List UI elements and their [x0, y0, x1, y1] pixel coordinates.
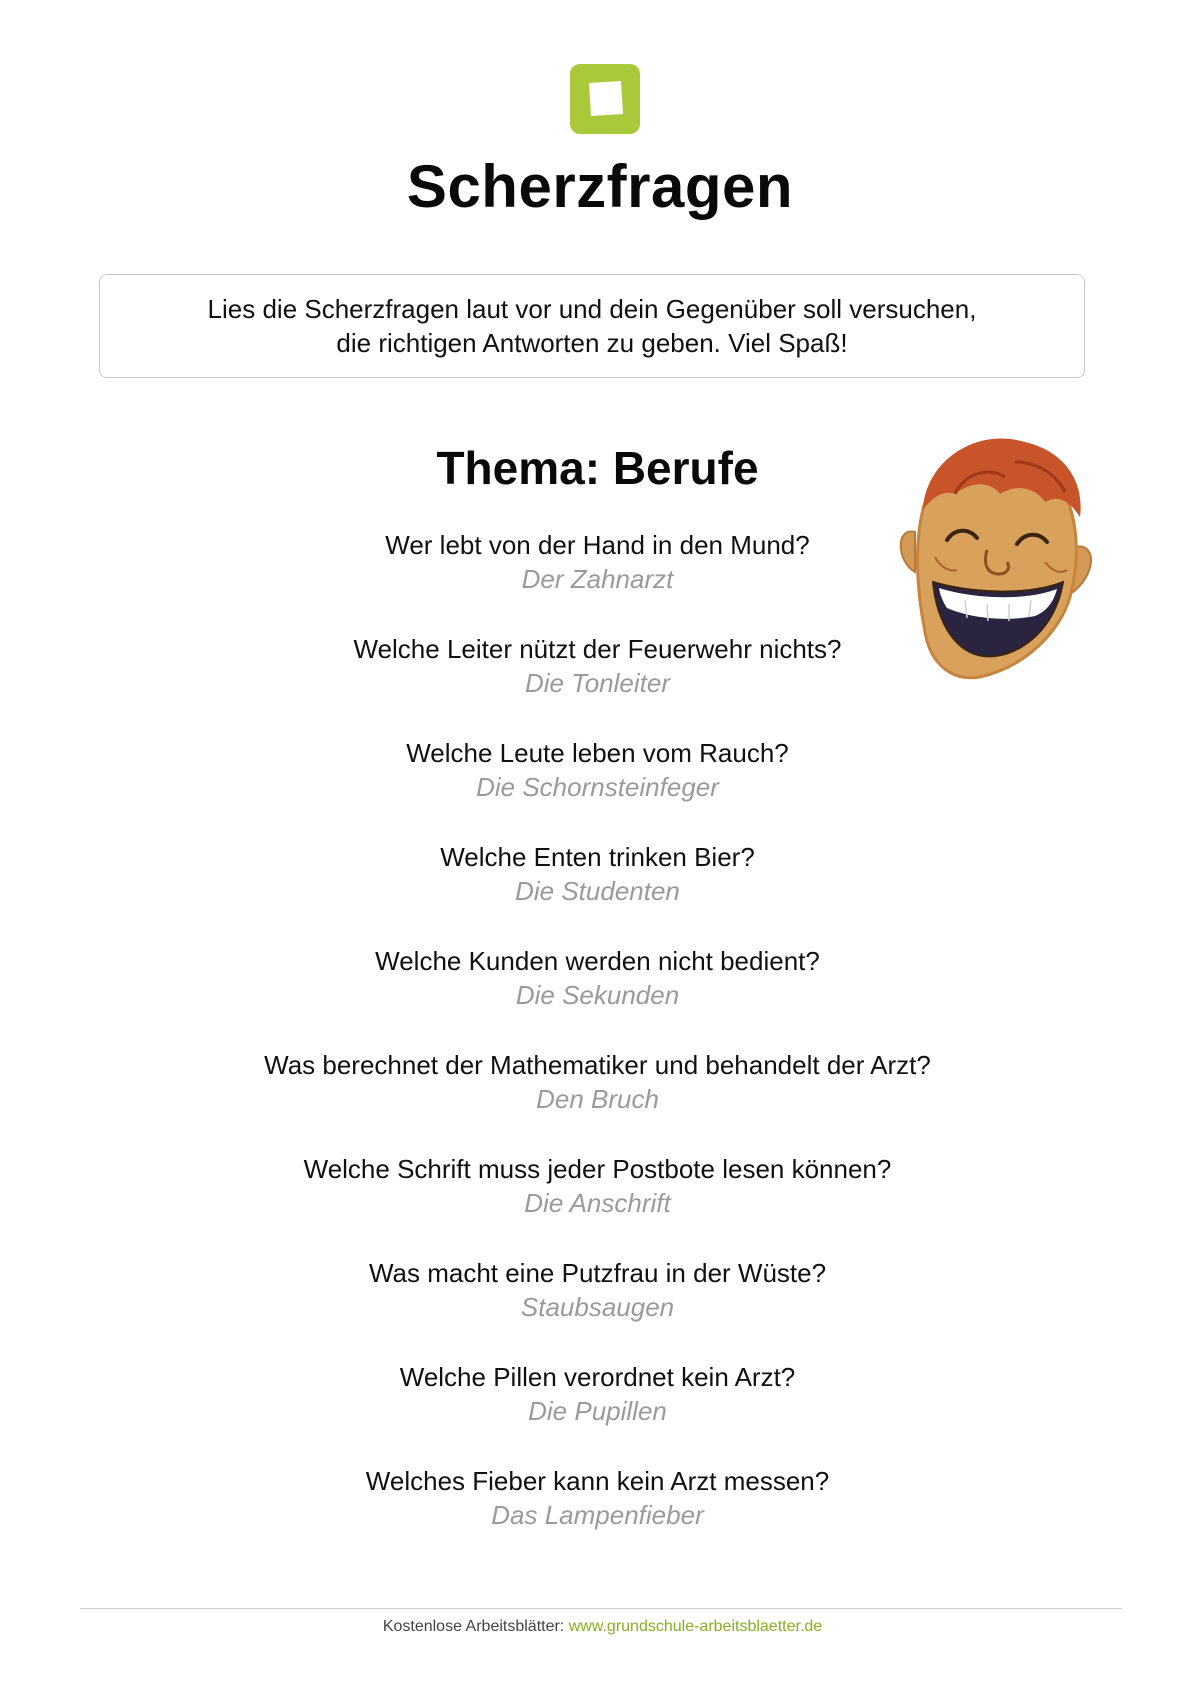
qa-item: [0, 944, 1195, 1048]
question-text: Welche Leute leben vom Rauch?: [406, 738, 789, 768]
qa-item: [0, 1464, 1195, 1568]
question-text: Welche Kunden werden nicht bedient?: [375, 946, 820, 976]
qa-item: [0, 1152, 1195, 1256]
answer-text: Die Pupillen: [528, 1396, 667, 1426]
answer-text: Die Sekunden: [515, 980, 680, 1010]
question-text: Welche Pillen verordnet kein Arzt?: [399, 1362, 796, 1392]
topic-heading: Thema: Berufe: [436, 442, 759, 494]
answer-text: Die Studenten: [515, 876, 680, 906]
instruction-line-1: Lies die Scherzfragen laut vor und dein Gegenüber soll versuchen,: [207, 294, 977, 324]
brand-logo-icon: [570, 64, 640, 134]
question-text: Welche Schrift muss jeder Postbote lesen können?: [303, 1154, 892, 1184]
qa-item: [0, 736, 1195, 840]
qa-item: [0, 632, 1195, 736]
qa-item: [0, 840, 1195, 944]
question-text: Welches Fieber kann kein Arzt messen?: [365, 1466, 830, 1496]
answer-text: Staubsaugen: [520, 1292, 675, 1322]
footer-divider: [80, 1608, 1122, 1609]
footer-link[interactable]: www.grundschule-arbeitsblaetter.de: [568, 1618, 823, 1635]
question-text: Was macht eine Putzfrau in der Wüste?: [368, 1258, 827, 1288]
qa-item: [0, 528, 1195, 632]
answer-text: Die Schornsteinfeger: [476, 772, 719, 802]
page-title: Scherzfragen: [406, 153, 794, 220]
qa-item: [0, 1360, 1195, 1464]
footer-prefix: Kostenlose Arbeitsblätter:: [382, 1618, 569, 1635]
answer-text: Den Bruch: [536, 1084, 659, 1114]
answer-text: Das Lampenfieber: [491, 1500, 704, 1530]
question-text: Welche Leiter nützt der Feuerwehr nichts?: [353, 634, 842, 664]
qa-item: [0, 1256, 1195, 1360]
question-text: Welche Enten trinken Bier?: [440, 842, 755, 872]
answer-text: Der Zahnarzt: [521, 564, 674, 594]
answer-text: Die Anschrift: [524, 1188, 671, 1218]
question-text: Was berechnet der Mathematiker und behandelt der Arzt?: [264, 1050, 931, 1080]
qa-list: [0, 528, 1195, 1568]
footer: [0, 1618, 1200, 1636]
instruction-line-2: die richtigen Antworten zu geben. Viel Spaß!: [336, 328, 848, 358]
square-note-icon: [570, 64, 640, 134]
answer-text: Die Tonleiter: [524, 668, 670, 698]
question-text: Wer lebt von der Hand in den Mund?: [385, 530, 810, 560]
instruction-box: [99, 274, 1085, 378]
qa-item: [0, 1048, 1195, 1152]
